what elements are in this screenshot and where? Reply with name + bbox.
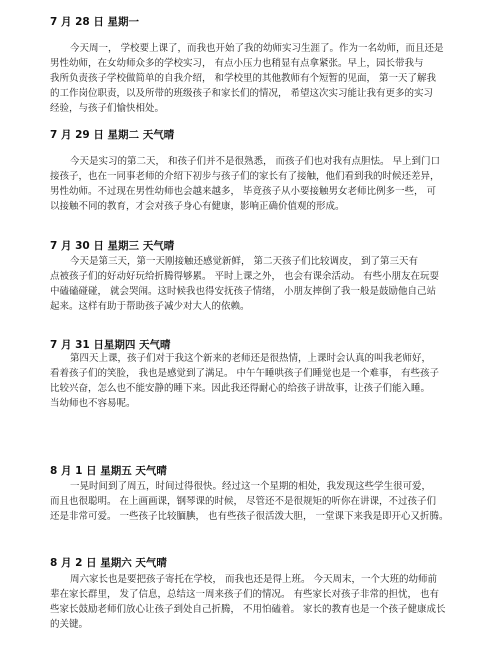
entry-line: 比较兴奋，怎么也不能安静的睡下来。因此我还得耐心的给孩子讲故事，让孩子们能入睡。 [50,383,431,394]
entry-date: 7 月 29 日 星期二 天气晴 [50,129,175,141]
entry-line: 男性幼师。不过现在男性幼师也会越来越多， 毕竟孩子从小要接触男女老师比例多一些， 可 [50,186,437,197]
entry-line: 我所负责孩子学校做简单的自我介绍， 和学校里的其他教师有个短暂的见面， 第一天了解我 [50,73,437,84]
entry-line: 今天周一， 学校要上课了，而我也开始了我的幼师实习生涯了。作为一名幼师，而且还是 [70,43,444,54]
entry-line: 第四天上课，孩子们对于我这个新来的老师还是很热情，上课时会认真的叫我老师好， [70,353,432,364]
entry-date: 7 月 28 日 星期一 [50,16,140,28]
entry-line: 而且也很聪明。 在上画画课，钢琴课的时候， 尽管还不是很规矩的听你在讲课，不过孩子们 [50,496,437,507]
entry-line: 些家长鼓励老师们放心让孩子到处自己折腾， 不用怕磕着。 家长的教育也是一个孩子健康成长 [50,604,446,615]
entry-line: 周六家长也是要把孩子寄托在学校， 而我也还是得上班。 今天周末，一个大班的幼师前 [70,574,438,585]
entry-line: 的工作岗位职责，以及所带的班级孩子和家长们的情况， 希望这次实习能让我有更多的实习 [50,88,434,99]
entry-line: 点被孩子们的好动好玩给折腾得够累。 平时上课之外， 也会有课余活动。 有些小朋友在玩耍 [50,271,440,282]
entry-line: 起来。这样有助于帮助孩子减少对大人的依赖。 [50,301,250,312]
entry-line: 还是非常可爱。 一些孩子比较腼腆， 也有些孩子很活泼大胆， 一堂课下来我是即开心又折腾。 [50,511,449,522]
entry-line: 以接触不同的教育，才会对孩子身心有健康，影响正确价值观的形成。 [50,201,345,212]
entry-date: 7 月 31 日星期四 天气晴 [50,339,171,351]
entry-line: 今天是第三天，第一天刚接触还感觉新鲜， 第二天孩子们比较调皮， 到了第三天有 [70,256,419,267]
entry-line: 接孩子，也在一同事老师的介绍下初步与孩子们的家长有了接触，他们看到我的时候还差异， [50,171,440,182]
entry-date: 8 月 1 日 星期五 天气晴 [50,465,167,477]
entry-line: 中磕磕碰碰， 就会哭闹。这时候我也得安抚孩子情绪， 小朋友摔倒了我一般是鼓励他自己站 [50,286,437,297]
entry-line: 一晃时间到了周五，时间过得很快。经过这一个星期的相处，我发现这些学生很可爱， [70,481,432,492]
entry-date: 7 月 30 日 星期三 天气晴 [50,240,175,252]
entry-line: 今天是实习的第二天， 和孩子们并不是很熟悉， 而孩子们也对我有点胆怯。 早上到门口 [70,156,441,167]
entry-line: 的关键。 [50,619,89,630]
entry-line: 当幼师也不容易呢。 [50,398,136,409]
entry-line: 经验，与孩子们愉快相处。 [50,103,165,114]
entry-line: 辈在家长群里， 发了信息，总结这一周来孩子们的情况。 有些家长对孩子非常的担忧， 也有 [50,589,440,600]
entry-date: 8 月 2 日 星期六 天气晴 [50,557,167,569]
entry-line: 看着孩子们的笑脸， 我也是感觉到了满足。 中午午睡哄孩子们睡觉也是一个难事， 有些孩子 [50,368,440,379]
entry-line: 男性幼师，在女幼师众多的学校实习， 有点小压力也稍显有点拿紧张。早上，园长带我与 [50,58,424,69]
